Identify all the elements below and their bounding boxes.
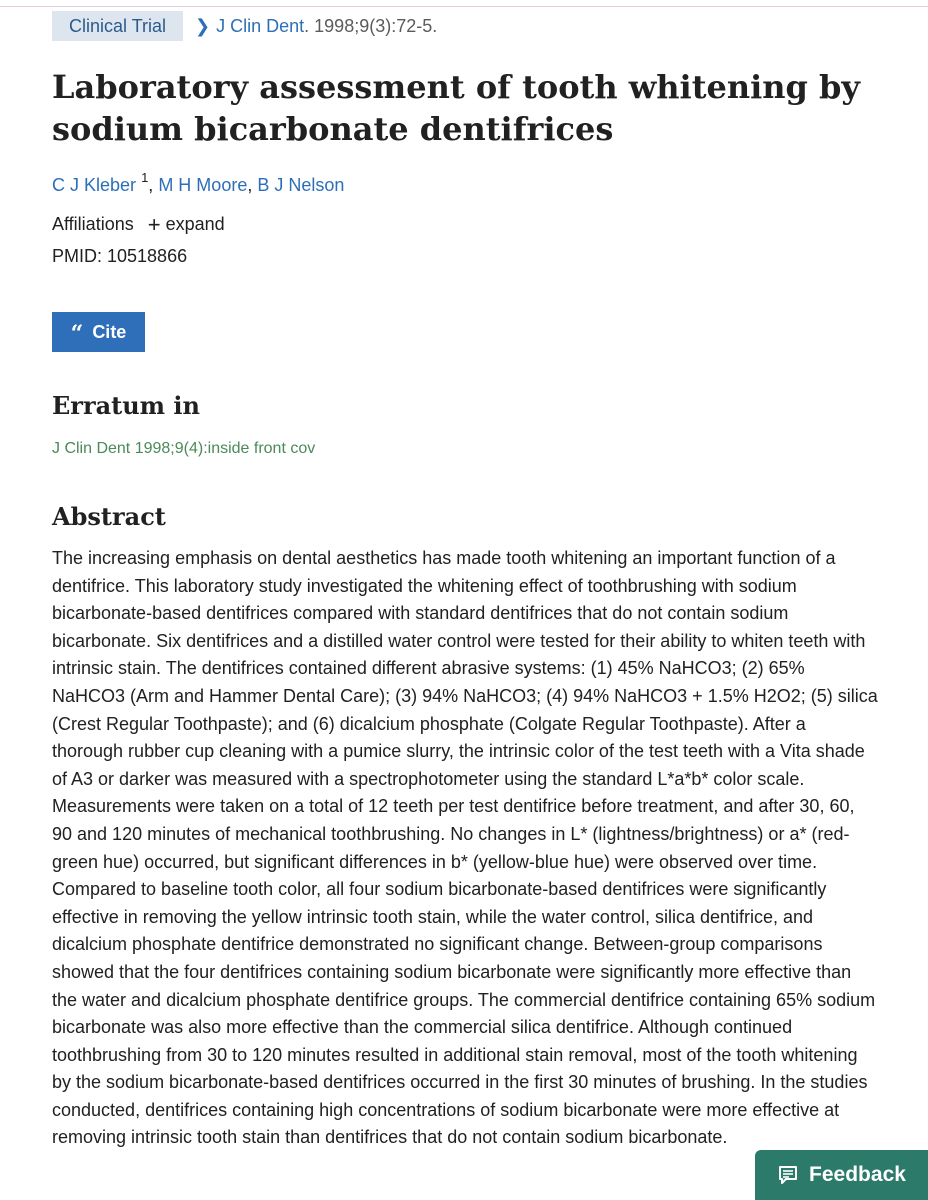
affiliation-ref[interactable]: 1 (141, 170, 149, 185)
author-separator: , (247, 175, 258, 195)
affiliations-label: Affiliations (52, 214, 134, 234)
publication-type-badge: Clinical Trial (52, 11, 183, 41)
abstract-heading: Abstract (52, 502, 166, 531)
quote-icon: “ (70, 321, 84, 347)
affiliations-row (52, 211, 225, 237)
cite-button-label: Cite (92, 321, 127, 342)
author-link[interactable]: C J Kleber (52, 175, 137, 195)
citation-text: . 1998;9(3):72-5. (304, 15, 438, 36)
author-separator: , (148, 175, 159, 195)
article-title: Laboratory assessment of tooth whitening by sodium bicarbonate dentifrices (52, 68, 861, 148)
cite-button[interactable] (52, 312, 145, 352)
author-link[interactable]: B J Nelson (257, 175, 345, 195)
author-link[interactable]: M H Moore (158, 175, 248, 195)
feedback-label: Feedback (809, 1163, 906, 1186)
authors-list (52, 172, 344, 196)
expand-affiliations-button[interactable]: expand (165, 214, 225, 234)
feedback-button[interactable] (755, 1150, 928, 1200)
abstract-text: The increasing emphasis on dental aesthetics has made tooth whitening an important function of a dentifrice. This laboratory study investigated the whitening effect of toothbrushing with sodium bicarbonate-based dentifrices compared with standard dentifrices that do not contain sodium bicarbonate. Six dentifrices and a distilled water control were tested for their ability to whiten teeth with intrinsic stain. The dentifrices contained different abrasive systems: (1) 45% NaHCO3; (2) 65% NaHCO3 (Arm and Hammer Dental Care); (3) 94% NaHCO3; (4) 94% NaHCO3 + 1.5% H2O2; (5) silica (Crest Regular Toothpaste); and (6) dicalcium phosphate (Colgate Regular Toothpaste). After a thorough rubber cup cleaning with a pumice slurry, the intrinsic color of the test teeth with a Vita shade of A3 or darker was measured with a spectrophotometer using the standard L*a*b* color scale. Measurements were taken on a total of 12 teeth per test dentifrice before treatment, and after 30, 60, 90 and 120 minutes of mechanical toothbrushing. No changes in L* (lightness/brightness) or a* (red-green hue) occurred, but significant differences in b* (yellow-blue hue) were observed over time. Compared to baseline tooth color, all four sodium bicarbonate-based dentifrices were significantly effective in removing the yellow intrinsic tooth stain, while the water control, silica dentifrice, and dicalcium phosphate dentifrice demonstrated no significant change. Between-group comparisons showed that the four dentifrices containing sodium bicarbonate were significantly more effective than the water and dicalcium phosphate dentifrice groups. The commercial dentifrice containing 65% sodium bicarbonate was also more effective than the commercial silica dentifrice. Although continued toothbrushing from 30 to 120 minutes resulted in additional stain removal, most of the tooth whitening by the sodium bicarbonate-based dentifrices occurred in the first 30 minutes of brushing. In the studies conducted, dentifrices containing high concentrations of sodium bicarbonate were more effective at removing intrinsic tooth stain than dentifrices that do not contain sodium bicarbonate. (52, 548, 878, 1148)
pmid: PMID: 10518866 (52, 246, 188, 266)
plus-icon[interactable]: + (147, 211, 161, 237)
article-meta-row (52, 11, 437, 41)
top-divider (0, 0, 928, 7)
journal-link[interactable]: J Clin Dent (216, 15, 305, 36)
chevron-right-icon: ❯ (195, 15, 211, 36)
feedback-icon (777, 1164, 799, 1186)
erratum-heading: Erratum in (52, 391, 200, 420)
erratum-link[interactable]: J Clin Dent 1998;9(4):inside front cov (52, 440, 316, 457)
